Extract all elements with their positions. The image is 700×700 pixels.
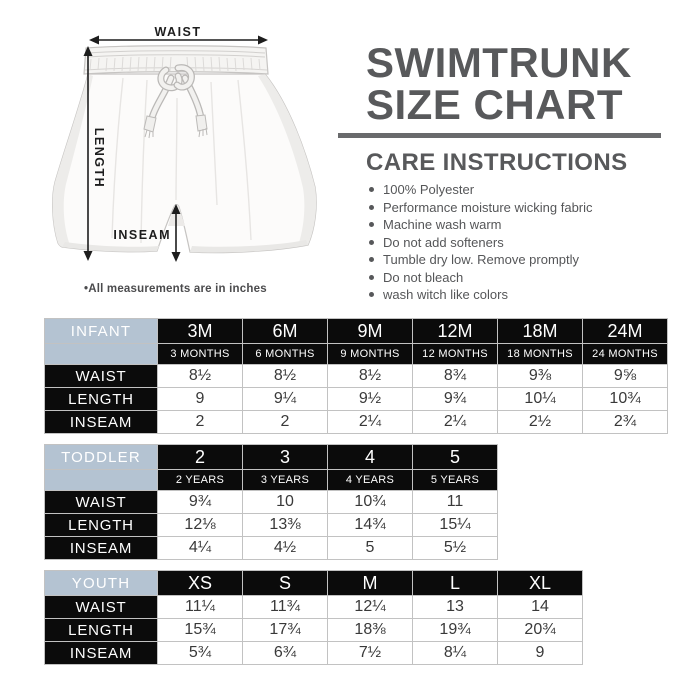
waist-arrowhead-left — [89, 36, 99, 45]
care-item — [369, 234, 668, 252]
size-header-cell: L — [413, 571, 498, 596]
value-cell: 8½ — [243, 365, 328, 388]
value-cell: 11 — [413, 491, 498, 514]
bullet-icon — [369, 187, 374, 192]
value-cell: 2 — [243, 411, 328, 434]
size-table-youth — [44, 570, 583, 665]
value-cell: 9 — [498, 642, 583, 665]
size-header-cell: 3M — [158, 319, 243, 344]
shorts-diagram — [25, 10, 340, 270]
value-cell: 2¾ — [583, 411, 668, 434]
value-cell: 14 — [498, 596, 583, 619]
size-header-cell: 4 — [328, 445, 413, 470]
value-cell: 4¼ — [158, 537, 243, 560]
value-cell: 8½ — [328, 365, 413, 388]
measure-label-cell: LENGTH — [45, 388, 158, 411]
bullet-icon — [369, 275, 374, 280]
care-item — [369, 269, 668, 287]
care-item-text: Tumble dry low. Remove promptly — [383, 252, 580, 268]
value-cell: 10¼ — [498, 388, 583, 411]
value-cell: 2½ — [498, 411, 583, 434]
value-cell: 19¾ — [413, 619, 498, 642]
value-cell: 10 — [243, 491, 328, 514]
size-header-cell: 2 — [158, 445, 243, 470]
measure-label-cell: WAIST — [45, 491, 158, 514]
measure-label-cell: LENGTH — [45, 514, 158, 537]
value-cell: 4½ — [243, 537, 328, 560]
care-item-text: Do not bleach — [383, 269, 464, 285]
inseam-arrowhead-bottom — [172, 252, 181, 262]
care-instructions-title: CARE INSTRUCTIONS — [366, 149, 628, 176]
size-subheader-cell: 9 MONTHS — [328, 344, 413, 365]
header-block — [338, 39, 662, 128]
page-title-line2: SIZE CHART — [366, 81, 623, 128]
size-header-cell: XS — [158, 571, 243, 596]
value-cell: 9⅝ — [583, 365, 668, 388]
size-header-cell: 24M — [583, 319, 668, 344]
care-item-text: wash witch like colors — [383, 287, 508, 303]
value-cell: 9½ — [328, 388, 413, 411]
size-subheader-cell: 2 YEARS — [158, 470, 243, 491]
group-spacer-cell — [45, 470, 158, 491]
care-list — [369, 181, 668, 304]
size-subheader-cell: 24 MONTHS — [583, 344, 668, 365]
value-cell: 5¾ — [158, 642, 243, 665]
value-cell: 15¼ — [413, 514, 498, 537]
measure-label-cell: INSEAM — [45, 537, 158, 560]
care-item-text: 100% Polyester — [383, 182, 475, 198]
waist-measure — [89, 25, 268, 45]
measure-label-cell: WAIST — [45, 596, 158, 619]
page-title-line1: SWIMTRUNK — [366, 39, 632, 86]
size-subheader-cell: 4 YEARS — [328, 470, 413, 491]
value-cell: 11¾ — [243, 596, 328, 619]
title-divider — [338, 133, 661, 138]
size-table-infant — [44, 318, 668, 434]
value-cell: 9 — [158, 388, 243, 411]
value-cell: 13 — [413, 596, 498, 619]
value-cell: 9¼ — [243, 388, 328, 411]
care-item-text: Machine wash warm — [383, 217, 502, 233]
inseam-label: INSEAM — [113, 228, 171, 242]
size-header-cell: 18M — [498, 319, 583, 344]
value-cell: 10¾ — [328, 491, 413, 514]
size-subheader-cell: 18 MONTHS — [498, 344, 583, 365]
care-item — [369, 251, 668, 269]
value-cell: 17¾ — [243, 619, 328, 642]
size-table-toddler — [44, 444, 498, 560]
value-cell: 18⅜ — [328, 619, 413, 642]
size-subheader-cell: 6 MONTHS — [243, 344, 328, 365]
measure-label-cell: INSEAM — [45, 642, 158, 665]
size-header-cell: 3 — [243, 445, 328, 470]
size-header-cell: M — [328, 571, 413, 596]
size-subheader-cell: 5 YEARS — [413, 470, 498, 491]
size-subheader-cell: 12 MONTHS — [413, 344, 498, 365]
measure-label-cell: INSEAM — [45, 411, 158, 434]
value-cell: 2¼ — [413, 411, 498, 434]
value-cell: 8¾ — [413, 365, 498, 388]
care-item — [369, 199, 668, 217]
measurements-footnote: •All measurements are in inches — [84, 283, 267, 295]
size-header-cell: 9M — [328, 319, 413, 344]
bullet-icon — [369, 257, 374, 262]
group-spacer-cell — [45, 344, 158, 365]
group-label-cell: INFANT — [45, 319, 158, 344]
value-cell: 12¼ — [328, 596, 413, 619]
waist-arrowhead-right — [258, 36, 268, 45]
size-header-cell: XL — [498, 571, 583, 596]
size-header-cell: 12M — [413, 319, 498, 344]
value-cell: 2¼ — [328, 411, 413, 434]
value-cell: 8½ — [158, 365, 243, 388]
group-label-cell: YOUTH — [45, 571, 158, 596]
value-cell: 10¾ — [583, 388, 668, 411]
care-instructions-section — [338, 181, 668, 304]
value-cell: 14¾ — [328, 514, 413, 537]
measure-label-cell: LENGTH — [45, 619, 158, 642]
value-cell: 12⅛ — [158, 514, 243, 537]
value-cell: 20¾ — [498, 619, 583, 642]
group-label-cell: TODDLER — [45, 445, 158, 470]
size-header-cell: 5 — [413, 445, 498, 470]
care-item — [369, 216, 668, 234]
value-cell: 11¼ — [158, 596, 243, 619]
measure-label-cell: WAIST — [45, 365, 158, 388]
bullet-icon — [369, 292, 374, 297]
size-header-cell: S — [243, 571, 328, 596]
care-item-text: Do not add softeners — [383, 234, 504, 250]
size-subheader-cell: 3 MONTHS — [158, 344, 243, 365]
care-item-text: Performance moisture wicking fabric — [383, 199, 593, 215]
size-tables — [44, 318, 684, 675]
value-cell: 5 — [328, 537, 413, 560]
value-cell: 7½ — [328, 642, 413, 665]
size-subheader-cell: 3 YEARS — [243, 470, 328, 491]
bullet-icon — [369, 205, 374, 210]
value-cell: 9⅜ — [498, 365, 583, 388]
value-cell: 9¾ — [158, 491, 243, 514]
value-cell: 8¼ — [413, 642, 498, 665]
value-cell: 5½ — [413, 537, 498, 560]
value-cell: 13⅜ — [243, 514, 328, 537]
length-arrowhead-bottom — [84, 251, 93, 261]
size-header-cell: 6M — [243, 319, 328, 344]
care-item — [369, 286, 668, 304]
shorts-illustration — [25, 10, 340, 270]
value-cell: 2 — [158, 411, 243, 434]
length-label: LENGTH — [92, 127, 106, 189]
value-cell: 6¾ — [243, 642, 328, 665]
care-item — [369, 181, 668, 199]
bullet-icon — [369, 222, 374, 227]
value-cell: 9¾ — [413, 388, 498, 411]
value-cell: 15¾ — [158, 619, 243, 642]
waist-label: WAIST — [154, 25, 202, 39]
bullet-icon — [369, 240, 374, 245]
